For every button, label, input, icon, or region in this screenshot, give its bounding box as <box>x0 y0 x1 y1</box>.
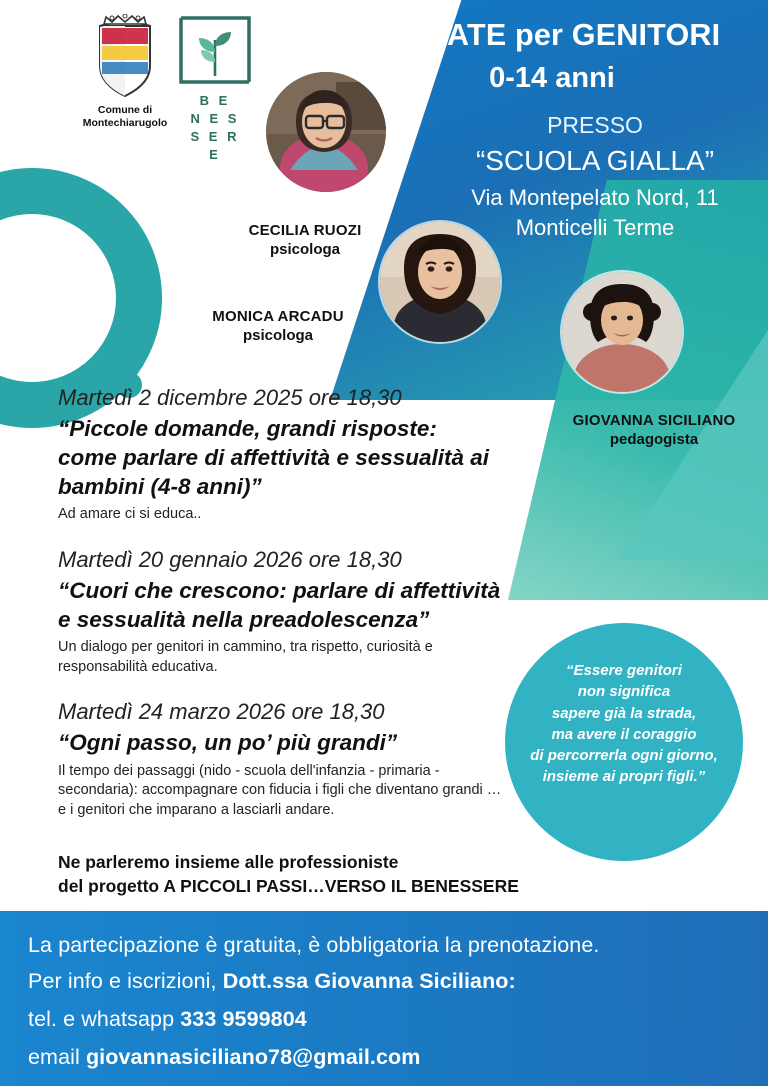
benessere-letters <box>175 92 255 164</box>
person-label-monica-arcadu <box>178 308 378 344</box>
contact-phone-prefix: tel. e whatsapp <box>28 1007 181 1031</box>
venue-label: PRESSO <box>547 112 643 138</box>
venue-city: Monticelli Terme <box>515 215 675 240</box>
contact-line-info <box>0 969 516 994</box>
contact-info-prefix: Per info e iscrizioni, <box>28 969 223 993</box>
contact-email-prefix: email <box>28 1045 86 1069</box>
event-description: Ad amare ci si educa.. <box>58 506 202 523</box>
comune-caption <box>70 104 180 130</box>
comune-crest-icon <box>92 14 158 100</box>
quote-line4: ma avere il coraggio <box>551 725 697 743</box>
avatar-cecilia-ruozi <box>266 72 386 192</box>
events-list <box>58 385 578 834</box>
benessere-letters-row4: E <box>209 146 221 162</box>
comune-logo <box>70 14 180 130</box>
benessere-bracket-icon <box>175 14 255 86</box>
event-date: Martedì 20 gennaio 2026 ore 18,30 <box>58 546 402 572</box>
event-item <box>58 547 578 677</box>
person-role: psicologa <box>242 327 313 344</box>
person-role: psicologa <box>269 241 340 258</box>
quote-text <box>513 660 735 788</box>
event-title-line2: come parlare di affettività e sessualità ai <box>58 444 490 470</box>
avatar-giovanna-siciliano <box>562 272 682 392</box>
contact-email-address[interactable]: giovannasiciliano78@gmail.com <box>85 1045 421 1069</box>
benessere-letters-row3: S E R <box>190 128 240 144</box>
closing-statement <box>58 850 598 898</box>
event-title-line2: e sessualità nella preadolescenza” <box>58 606 430 632</box>
closing-line1: Ne parleremo insieme alle professioniste <box>58 852 399 872</box>
contact-line-email <box>0 1045 420 1070</box>
event-title <box>58 729 578 758</box>
poster-title: SERATE per GENITORI <box>383 18 721 52</box>
event-date: Martedì 24 marzo 2026 ore 18,30 <box>58 699 385 725</box>
event-title-line1: “Piccole domande, grandi risposte: <box>58 416 437 441</box>
person-label-cecilia-ruozi <box>205 222 405 258</box>
person-label-giovanna-siciliano <box>548 412 760 448</box>
event-title <box>58 577 578 635</box>
quote-line6: insieme ai propri figli.” <box>542 768 706 786</box>
contact-line-participation: La partecipazione è gratuita, è obbligatoria la prenotazione. <box>28 933 600 957</box>
person-name: CECILIA RUOZI <box>248 222 362 239</box>
poster-subtitle: 0-14 anni <box>489 62 615 94</box>
event-title-line3: bambini (4-8 anni)” <box>58 473 262 499</box>
event-description: Il tempo dei passaggi (nido - scuola dell'infanzia - primaria - secondaria): accompagnare con fiducia i figli che diventano grandi … e i genitori che imparano a lasciarli andare. <box>58 763 502 818</box>
benessere-letters-row1: B E <box>199 93 231 108</box>
contact-info-name: Dott.ssa Giovanna Siciliano: <box>222 969 516 993</box>
comune-caption-line2: Montechiarugolo <box>82 117 168 130</box>
quote-line1: “Essere genitori <box>566 662 682 679</box>
event-title-line1: “Ogni passo, un po’ più grandi” <box>58 730 398 756</box>
comune-caption-line1: Comune di <box>97 104 153 116</box>
quote-line3: sapere già la strada, <box>551 704 697 722</box>
person-role: pedagogista <box>609 431 699 448</box>
quote-line5: di percorrerla ogni giorno, <box>530 747 718 765</box>
event-description: Un dialogo per genitori in cammino, tra rispetto, curiosità e responsabilità educativa. <box>58 639 433 675</box>
quote-line2: non significa <box>577 683 671 701</box>
person-name: GIOVANNA SICILIANO <box>572 412 736 429</box>
person-name: MONICA ARCADU <box>212 308 344 325</box>
contact-band <box>0 911 768 1086</box>
event-item <box>58 385 578 525</box>
venue-name: “SCUOLA GIALLA” <box>475 145 715 176</box>
event-item <box>58 699 578 820</box>
closing-line2: del progetto A PICCOLI PASSI…VERSO IL BENESSERE <box>58 876 519 897</box>
contact-phone-number[interactable]: 333 9599804 <box>180 1007 307 1031</box>
benessere-logo <box>175 14 255 164</box>
venue-address: Via Montepelato Nord, 11 <box>471 185 719 210</box>
benessere-letters-row2: N E S <box>190 110 240 126</box>
contact-line-phone <box>0 1007 307 1032</box>
event-date: Martedì 2 dicembre 2025 ore 18,30 <box>58 385 402 410</box>
avatar-monica-arcadu <box>380 222 500 342</box>
event-title <box>58 415 578 501</box>
event-title-line1: “Cuori che crescono: parlare di affettività <box>58 577 501 603</box>
